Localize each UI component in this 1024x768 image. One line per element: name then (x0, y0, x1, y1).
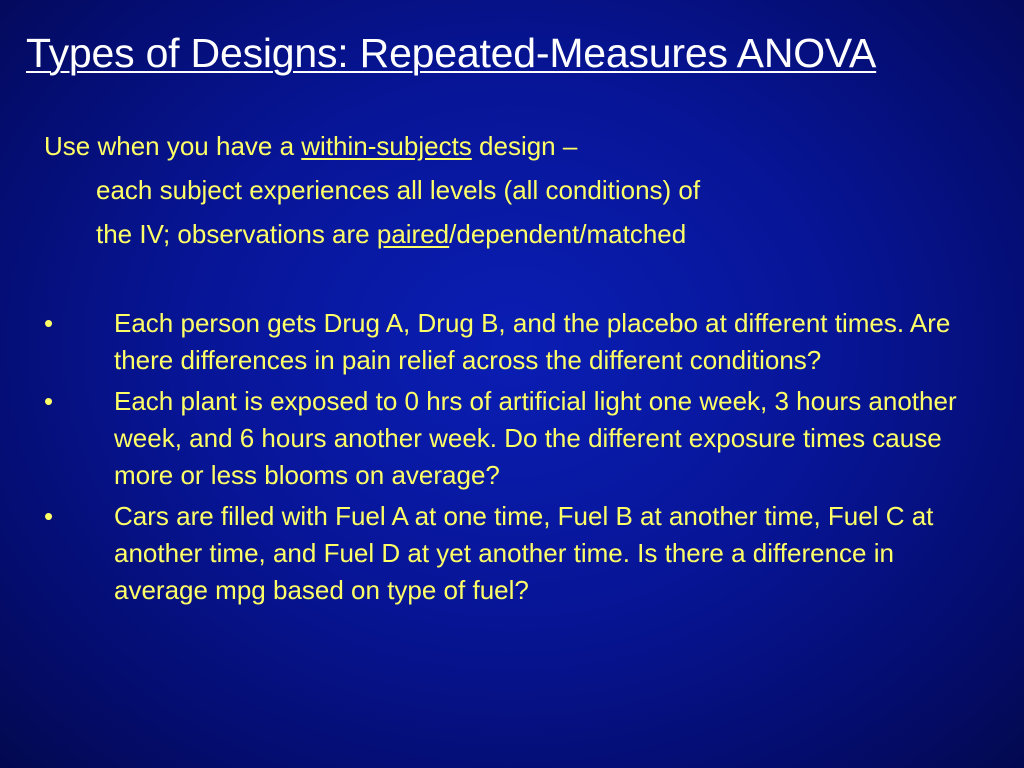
intro-line-1 (44, 124, 984, 168)
intro-line-3-suffix: /dependent/matched (449, 219, 687, 249)
slide-title: Types of Designs: Repeated-Measures ANOVA (26, 30, 877, 76)
intro-line-2: each subject experiences all levels (all conditions) of (96, 175, 701, 205)
intro-line-3-prefix: the IV; observations are (96, 219, 377, 249)
intro-text (44, 124, 984, 256)
bullet-symbol: • (44, 386, 54, 416)
bullet-item-plants (44, 383, 984, 494)
intro-line-3 (44, 212, 984, 256)
within-subjects-term: within-subjects (301, 131, 472, 161)
bullet-item-fuel (44, 498, 984, 609)
bullet-text-fuel: Cars are filled with Fuel A at one time, Fuel B at another time, Fuel C at another time, and Fuel D at yet another time. Is there a difference in average mpg based on type of fuel? (114, 501, 934, 605)
intro-line-1-suffix: design – (471, 131, 578, 161)
bullet-text-plants: Each plant is exposed to 0 hrs of artificial light one week, 3 hours another week, and 6 hours another week. Do the different exposure times cause more or less blooms on average? (114, 386, 957, 490)
bullet-text-drugs: Each person gets Drug A, Drug B, and the placebo at different times. Are there differences in pain relief across the different conditions? (114, 308, 951, 375)
bullet-item-drugs (44, 305, 984, 379)
bullet-list (44, 305, 984, 613)
paired-term: paired (376, 219, 450, 249)
bullet-symbol: • (44, 501, 54, 531)
bullet-symbol: • (44, 308, 54, 338)
intro-line-1-prefix: Use when you have a (44, 131, 302, 161)
